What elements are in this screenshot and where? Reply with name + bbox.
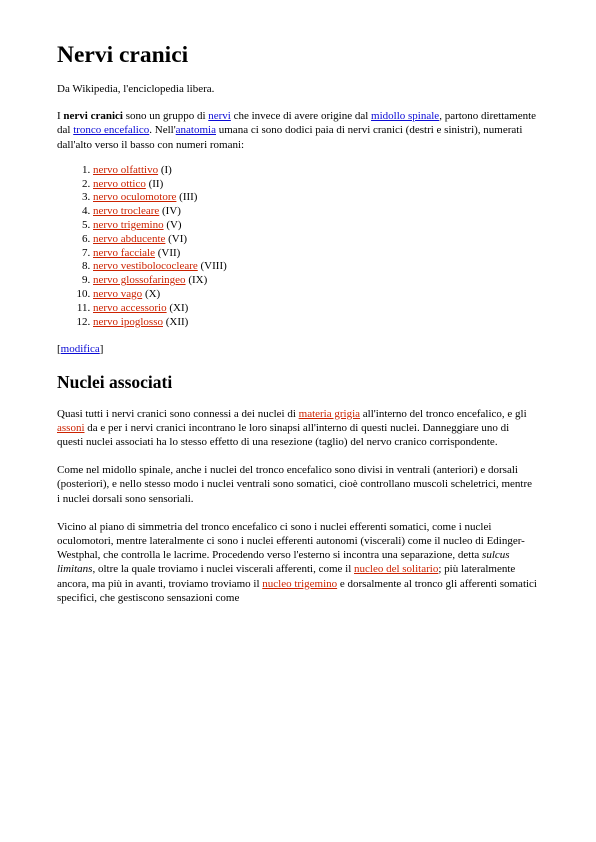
article — [57, 40, 537, 605]
nerve-link[interactable]: nervo ottico — [93, 177, 146, 190]
intro-paragraph — [57, 109, 537, 152]
section-heading: Nuclei associati — [57, 371, 173, 392]
nerve-link[interactable]: nervo oculomotore — [93, 191, 177, 204]
paragraph-2: Come nel midollo spinale, anche i nuclei del tronco encefalico sono divisi in ventrali (anteriori) e dorsali (posteriori), e nello stesso modo i nuclei ventrali sono somatici, cioè controllano muscoli scheletrici, mentre i nuclei dorsali sono sensoriali. — [57, 464, 533, 505]
list-item — [93, 219, 537, 233]
nerve-link[interactable]: nervo trocleare — [93, 205, 160, 218]
link-materia-grigia[interactable]: materia grigia — [298, 407, 361, 420]
bracket-open: [ — [57, 343, 61, 356]
list-item — [93, 164, 537, 178]
page-title: Nervi cranici — [57, 42, 189, 68]
paragraph-1 — [57, 407, 537, 450]
text: sono un gruppo di — [123, 110, 209, 123]
nerve-link[interactable]: nervo facciale — [93, 246, 155, 259]
nerve-link[interactable]: nervo trigemino — [93, 219, 164, 231]
list-item — [93, 274, 537, 288]
nerve-link[interactable]: nervo ipoglosso — [93, 315, 163, 328]
link-anatomia[interactable]: anatomia — [175, 124, 216, 137]
link-nucleo-trigemino[interactable]: nucleo trigemino — [262, 577, 338, 590]
list-item — [93, 288, 537, 302]
nerve-list — [57, 164, 537, 330]
nerve-number: (V) — [163, 219, 182, 231]
nerve-number: (VIII) — [197, 260, 227, 273]
edit-link[interactable]: modifica — [60, 343, 100, 356]
text: ; più lateralmente ancora, ma più in avanti, troviamo troviamo il — [57, 563, 516, 590]
italic-term: sulcus limitans — [57, 549, 510, 576]
list-item — [93, 191, 537, 205]
text: da e per i nervi cranici incontrano le loro sinapsi all'interno di questi nuclei. Danneggiare uno di questi nuclei associati ha lo stesso effetto di una resezione (taglio) del nervo cranico corrispondente. — [57, 421, 510, 448]
edit-section — [57, 342, 537, 356]
text: I — [57, 110, 64, 123]
list-item — [93, 260, 537, 274]
list-item — [93, 316, 537, 330]
nerve-number: (II) — [145, 177, 164, 190]
link-nervi[interactable]: nervi — [208, 110, 231, 123]
nerve-number: (I) — [158, 163, 172, 176]
nerve-number: (XII) — [162, 315, 189, 328]
text: Vicino al piano di simmetria del tronco encefalico ci sono i nuclei efferenti somatici, come i nuclei oculomotori, mentre lateralmente ci sono i nuclei efferenti autonomi (viscerali) come il nucleo di Edinger-Westphal, che controlla le lacrime. Procedendo verso l'esterno si incontra una separazione, detta — [57, 520, 525, 562]
link-midollo-spinale[interactable]: midollo spinale — [371, 110, 440, 123]
list-item — [93, 233, 537, 247]
text: . Nell' — [149, 124, 176, 137]
text: che invece di avere origine dal — [230, 110, 372, 123]
nerve-link[interactable]: nervo olfattivo — [93, 163, 159, 176]
nerve-number: (VI) — [165, 232, 188, 245]
text: , oltre la quale troviamo i nuclei viscerali afferenti, come il — [92, 563, 355, 576]
site-subtitle: Da Wikipedia, l'enciclopedia libera. — [57, 83, 215, 95]
text: e dorsalmente al tronco gli afferenti somatici specifici, che gestiscono sensazioni come — [57, 577, 537, 604]
list-item — [93, 247, 537, 261]
list-item — [93, 178, 537, 192]
link-assoni[interactable]: assoni — [57, 421, 85, 434]
nerve-link[interactable]: nervo vago — [93, 287, 143, 300]
text: all'interno del tronco encefalico, e gli — [360, 407, 527, 420]
text: Quasi tutti i nervi cranici sono connessi a dei nuclei di — [57, 407, 299, 420]
nerve-link[interactable]: nervo accessorio — [93, 301, 167, 314]
nerve-number: (III) — [176, 191, 198, 204]
link-tronco-encefalico[interactable]: tronco encefalico — [73, 124, 150, 137]
nerve-number: (X) — [142, 287, 161, 300]
paragraph-3 — [57, 520, 537, 605]
nerve-number: (VII) — [154, 246, 181, 259]
nerve-link[interactable]: nervo vestibolococleare — [93, 260, 198, 273]
nerve-link[interactable]: nervo glossofaringeo — [93, 274, 186, 287]
nerve-link[interactable]: nervo abducente — [93, 232, 166, 245]
text: , partono direttamente dal — [57, 110, 537, 137]
nerve-number: (XI) — [166, 301, 189, 314]
nerve-number: (IX) — [185, 274, 208, 287]
bracket-close: ] — [99, 343, 104, 356]
text: umana ci sono dodici paia di nervi cranici (destri e sinistri), numerati dall'alto verso il basso con numeri romani: — [57, 124, 523, 151]
list-item — [93, 302, 537, 316]
nerve-number: (IV) — [159, 205, 181, 218]
link-nucleo-solitario[interactable]: nucleo del solitario — [354, 563, 439, 576]
bold-term: nervi cranici — [63, 110, 123, 123]
list-item — [93, 205, 537, 219]
